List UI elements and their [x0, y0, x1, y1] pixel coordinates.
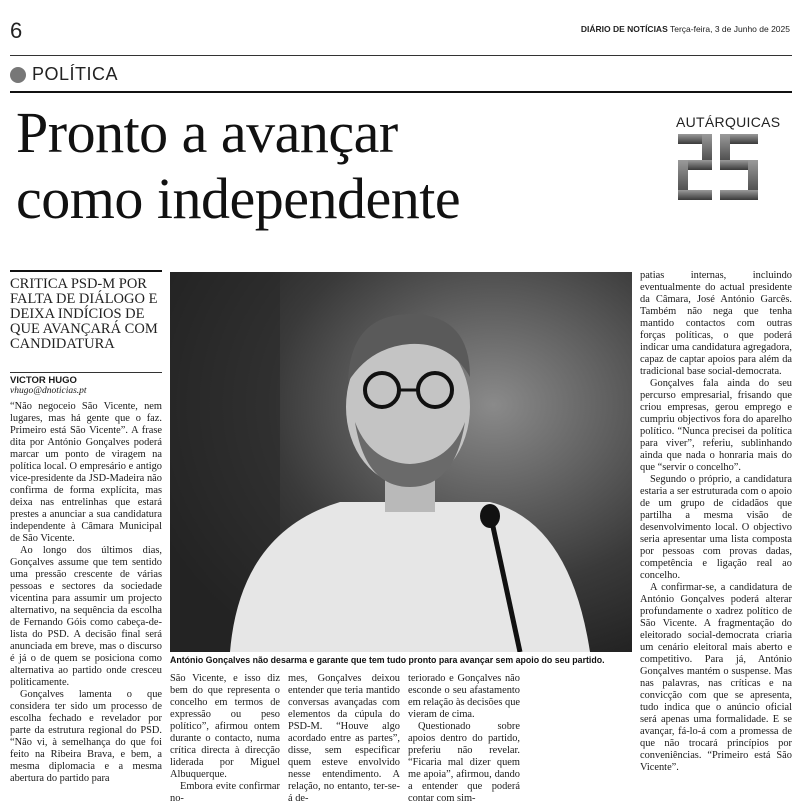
paragraph: Embora evite confirmar no- [170, 781, 280, 804]
paragraph: teriorado e Gonçalves não esconde o seu afastamento em relação às decisões que vieram de cima. [408, 673, 520, 720]
paragraph: Gonçalves fala ainda do seu percurso empresarial, frisando que criou empresas, gerou emprego e cumpriu objectivos fora do aparelho político. “Nunca precisei da política para viver”, referiu, sublinhando ainda que nada o honraria mais do que “servir o concelho”. [640, 378, 792, 473]
paragraph: Ao longo dos últimos dias, Gonçalves assume que tem sentido uma pressão crescente de várias pessoas e sectores da sociedade vicentina para assumir um projecto alternativo, na sequência da escolha de Fernando Góis como cabeça-de-lista do PSD. A decisão final será anunciada em breve, mas o discurso é já o de quem se posiciona como alternativa ao partido onde cresceu politicamente. [10, 545, 162, 688]
section-rule [10, 91, 792, 93]
article-column-1 [10, 401, 162, 785]
paragraph: Gonçalves lamenta o que considera ter sido um processo de escolha fechado e revelador por parte da estrutura regional do PSD. “Não vi, à semelhança do que foi feito na Ribeira Brava, e bem, a mesma diplomacia e a mesma abertura do partido para [10, 689, 162, 784]
photo-portrait-graphic [170, 272, 632, 652]
paragraph: “Não negoceio São Vicente, nem lugares, mas há gente que o faz. Primeiro está São Vicente”. A frase dita por António Gonçalves poderá marcar um ponto de viragem na política local. O empresário e antigo vice-presidente da JSD-Madeira não confirma de forma explícita, mas deixa nas entrelinhas que estará prestes a anunciar a sua candidatura independente à Câmara Municipal de São Vicente. [10, 401, 162, 544]
publication-header [581, 24, 790, 34]
deck-text: CRITICA PSD-M POR FALTA DE DIÁLOGO E DEIXA INDÍCIOS DE QUE AVANÇARÁ COM CANDIDATURA [10, 276, 158, 352]
autarquicas-logo [676, 114, 781, 206]
article-column-4 [408, 673, 520, 805]
paragraph: mes, Gonçalves deixou entender que teria mantido conversas avançadas com elementos da cúpula do PSD-M. “Houve algo acordado entre as partes”, disse, sem especificar quem esteve envolvido nesse entendimento. A relação, no entanto, ter-se-á de- [288, 673, 400, 804]
article-column-2 [170, 673, 280, 805]
deck-rule [10, 270, 162, 272]
paragraph: Questionado sobre apoios dentro do partido, preferiu não revelar. “Ficaria mal dizer quem me apoia”, afirmou, dando a entender que poderá contar com sim- [408, 721, 520, 804]
author-name: VICTOR HUGO [10, 375, 77, 386]
page-number: 6 [10, 18, 23, 43]
paragraph: A confirmar-se, a candidatura de António Gonçalves poderá alterar profundamente o xadrez político de São Vicente. A fragmentação do eleitorado social-democrata criaria um cenário eleitoral mais aberto e competitivo. Para já, António Gonçalves mantém o suspense. Mas nas palavras, nas críticas e na convicção com que se apresenta, tudo indica que o anúncio oficial será apenas uma formalidade. E se avançar, fá-lo-á com a promessa de que não trocará princípios por conveniências. “Primeiro está São Vicente”. [640, 582, 792, 773]
section-tag [10, 64, 118, 85]
byline [10, 372, 162, 396]
headline [16, 100, 460, 232]
header-rule [10, 55, 792, 56]
brand-label: AUTÁRQUICAS [676, 114, 781, 130]
issue-date: Terça-feira, 3 de Junho de 2025 [669, 24, 790, 34]
author-email: vhugo@dnoticias.pt [10, 386, 87, 396]
article-column-5 [640, 270, 792, 774]
section-dot-icon [10, 67, 26, 83]
paragraph: patias internas, incluindo eventualmente do actual presidente da Câmara, José António Garcês. Também não nega que tenha mantido contactos com outras forças políticas, o que poderá indicar uma candidatura agregadora, capaz de captar apoios para além da tradicional base social-democrata. [640, 270, 792, 377]
paragraph: Segundo o próprio, a candidatura estaria a ser estruturada com o apoio de um grupo de cidadãos que partilha a mesma visão de desenvolvimento local. O objectivo seria apresentar uma lista composta por pessoas com provas dadas, competência e ligação real ao concelho. [640, 474, 792, 581]
deck [10, 270, 162, 352]
publication-name: DIÁRIO DE NOTÍCIAS [580, 24, 668, 34]
article-photo [170, 272, 632, 652]
photo-caption: António Gonçalves não desarma e garante que tem tudo pronto para avançar sem apoio do seu partido. [170, 655, 605, 665]
headline-line-2: como independente [16, 166, 461, 231]
brand-number-graphic [676, 130, 762, 206]
article-column-3 [288, 673, 400, 805]
headline-line-1: Pronto a avançar [16, 100, 398, 165]
section-label: POLÍTICA [32, 64, 119, 84]
paragraph: São Vicente, e isso diz bem do que representa o concelho em termos de expressão ou peso político”, afirmou ontem durante o contacto, numa crítica directa à direcção liderada por Miguel Albuquerque. [170, 673, 280, 780]
